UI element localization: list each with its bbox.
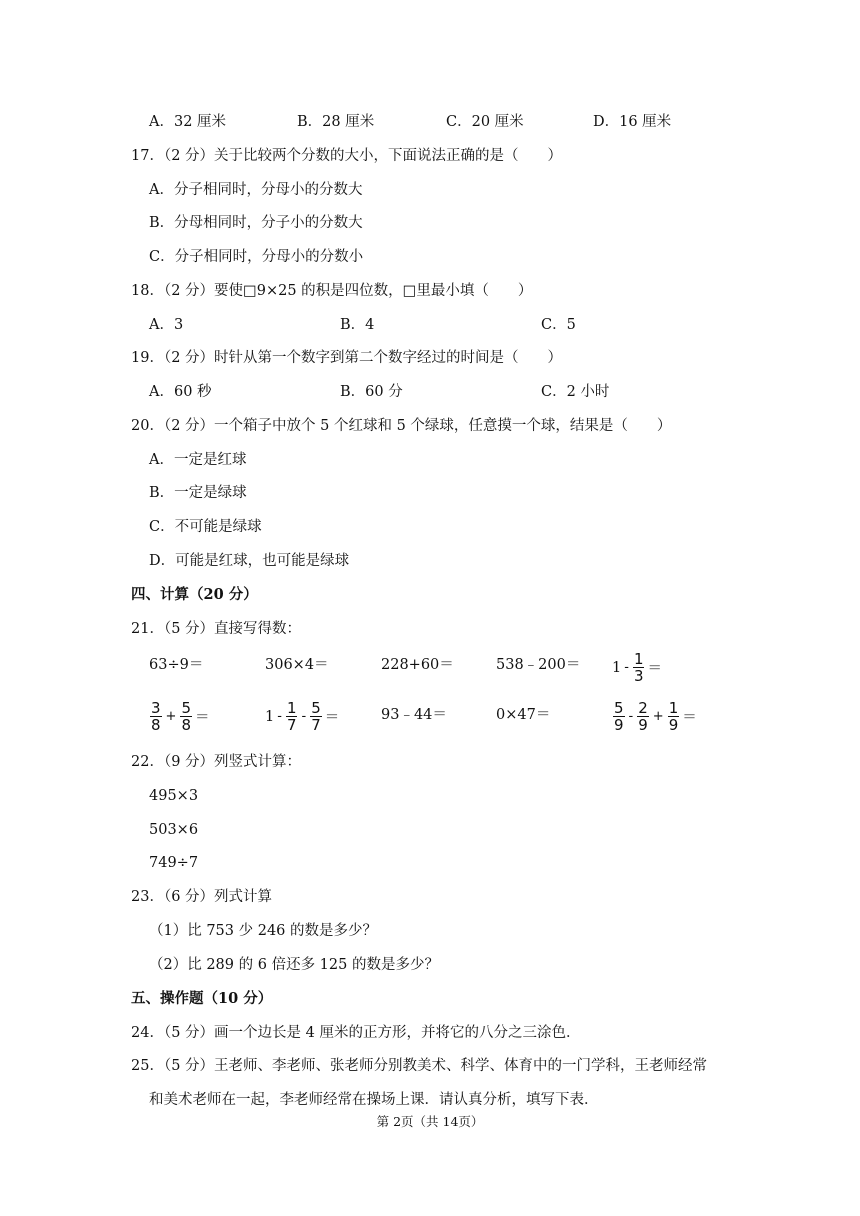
q21-expr-5-whole: 1 [612,659,622,676]
numerator: 1 [633,650,644,668]
q20-option-d: D．可能是红球，也可能是绿球 [149,553,350,569]
denominator: 3 [633,667,644,685]
q21-expr-5-eq: ＝ [647,661,662,677]
denominator: 8 [151,716,161,734]
q21-expr-10-op-1: - [628,709,634,724]
q22-item-1: 495×3 [149,788,199,804]
q21-expr-6-fraction-2 [180,700,192,733]
numerator: 5 [614,699,624,717]
q21-expr-1: 63÷9＝ [149,657,204,673]
q21-expr-10-fraction-3 [668,700,680,733]
q18-option-b: B．4 [340,317,375,333]
q17-option-c: C．分子相同时，分母小的分数小 [149,249,364,265]
denominator: 9 [614,716,624,734]
numerator: 5 [311,699,321,717]
q25-stem-line-2: 和美术老师在一起，李老师经常在操场上课．请认真分析，填写下表． [149,1092,599,1108]
q18-option-a: A．3 [149,317,184,333]
q21-expr-6-fraction-1 [150,700,162,733]
q20-option-a: A．一定是红球 [149,452,247,468]
q25-stem-line-1: 25．（5 分）王老师、李老师、张老师分别教美术、科学、体育中的一门学科，王老师经常 [131,1058,708,1074]
q16-option-b: B．28 厘米 [297,114,375,130]
q23-stem: 23．（6 分）列式计算 [131,889,273,905]
q19-stem: 19．（2 分）时针从第一个数字到第二个数字经过的时间是（ ） [131,350,563,366]
q19-option-b: B．60 分 [340,384,403,400]
q20-option-c: C．不可能是绿球 [149,519,262,535]
q21-expr-6 [149,700,210,733]
numerator: 3 [151,699,161,717]
q21-expr-7-eq: ＝ [324,710,340,726]
q21-expr-10-eq: ＝ [682,710,697,726]
q24-stem: 24．（5 分）画一个边长是 4 厘米的正方形，并将它的八分之三涂色． [131,1025,581,1041]
denominator: 7 [311,716,321,734]
numerator: 2 [638,699,648,717]
q21-expr-4: 538﹣200＝ [496,657,581,673]
q21-expr-2: 306×4＝ [265,657,329,673]
q21-expr-10 [612,700,697,733]
q18-option-c: C．5 [541,317,576,333]
denominator: 7 [286,716,297,734]
numerator: 5 [181,699,191,717]
q21-expr-7-op-2: - [301,709,307,724]
q21-expr-7-whole: 1 [265,708,275,725]
q16-option-d: D．16 厘米 [593,114,672,130]
section-heading-operation: 五、操作题（10 分） [131,990,273,1007]
q23-item-2: （2）比 289 的 6 倍还多 125 的数是多少？ [149,957,439,973]
page-footer: 第 2页（共 14页） [376,1114,484,1129]
q21-stem: 21．（5 分）直接写得数： [131,621,302,637]
q22-item-2: 503×6 [149,822,199,838]
q21-expr-6-op: + [165,709,177,724]
q20-option-b: B．一定是绿球 [149,485,247,501]
q20-stem: 20．（2 分）一个箱子中放个 5 个红球和 5 个绿球，任意摸一个球，结果是（ ） [131,418,672,434]
q23-item-1: （1）比 753 少 246 的数是多少？ [149,923,378,939]
q21-expr-6-eq: ＝ [195,710,210,726]
q17-stem: 17．（2 分）关于比较两个分数的大小，下面说法正确的是（ ） [131,148,563,164]
numerator: 1 [286,699,297,717]
q21-expr-5-op: - [624,660,629,675]
denominator: 9 [638,716,648,734]
q19-option-a: A．60 秒 [149,384,212,400]
q21-expr-3: 228+60＝ [381,657,454,673]
q21-expr-8: 93﹣44＝ [381,707,447,723]
q21-expr-9: 0×47＝ [496,707,551,723]
q21-expr-10-op-2: + [652,709,664,724]
q21-expr-7-op-1: - [277,709,282,724]
q21-expr-5 [612,651,662,684]
q21-expr-10-fraction-2 [637,700,649,733]
q21-expr-7 [265,700,339,733]
q17-option-a: A．分子相同时，分母小的分数大 [149,182,363,198]
q21-expr-7-fraction-1 [286,700,298,733]
q22-item-3: 749÷7 [149,855,199,871]
q21-expr-10-fraction-1 [613,700,625,733]
q21-expr-5-fraction [633,651,645,684]
q17-option-b: B．分母相同时，分子小的分数大 [149,215,363,231]
section-heading-calculation: 四、计算（20 分） [131,586,258,603]
denominator: 9 [668,716,679,734]
q16-option-c: C．20 厘米 [446,114,524,130]
q16-option-a: A．32 厘米 [149,114,227,130]
q19-option-c: C．2 小时 [541,384,610,400]
q21-expr-7-fraction-2 [310,700,322,733]
q22-stem: 22．（9 分）列竖式计算： [131,754,302,770]
q18-stem: 18．（2 分）要使□9×25 的积是四位数，□里最小填（ ） [131,283,533,299]
numerator: 1 [668,699,679,717]
denominator: 8 [181,716,191,734]
